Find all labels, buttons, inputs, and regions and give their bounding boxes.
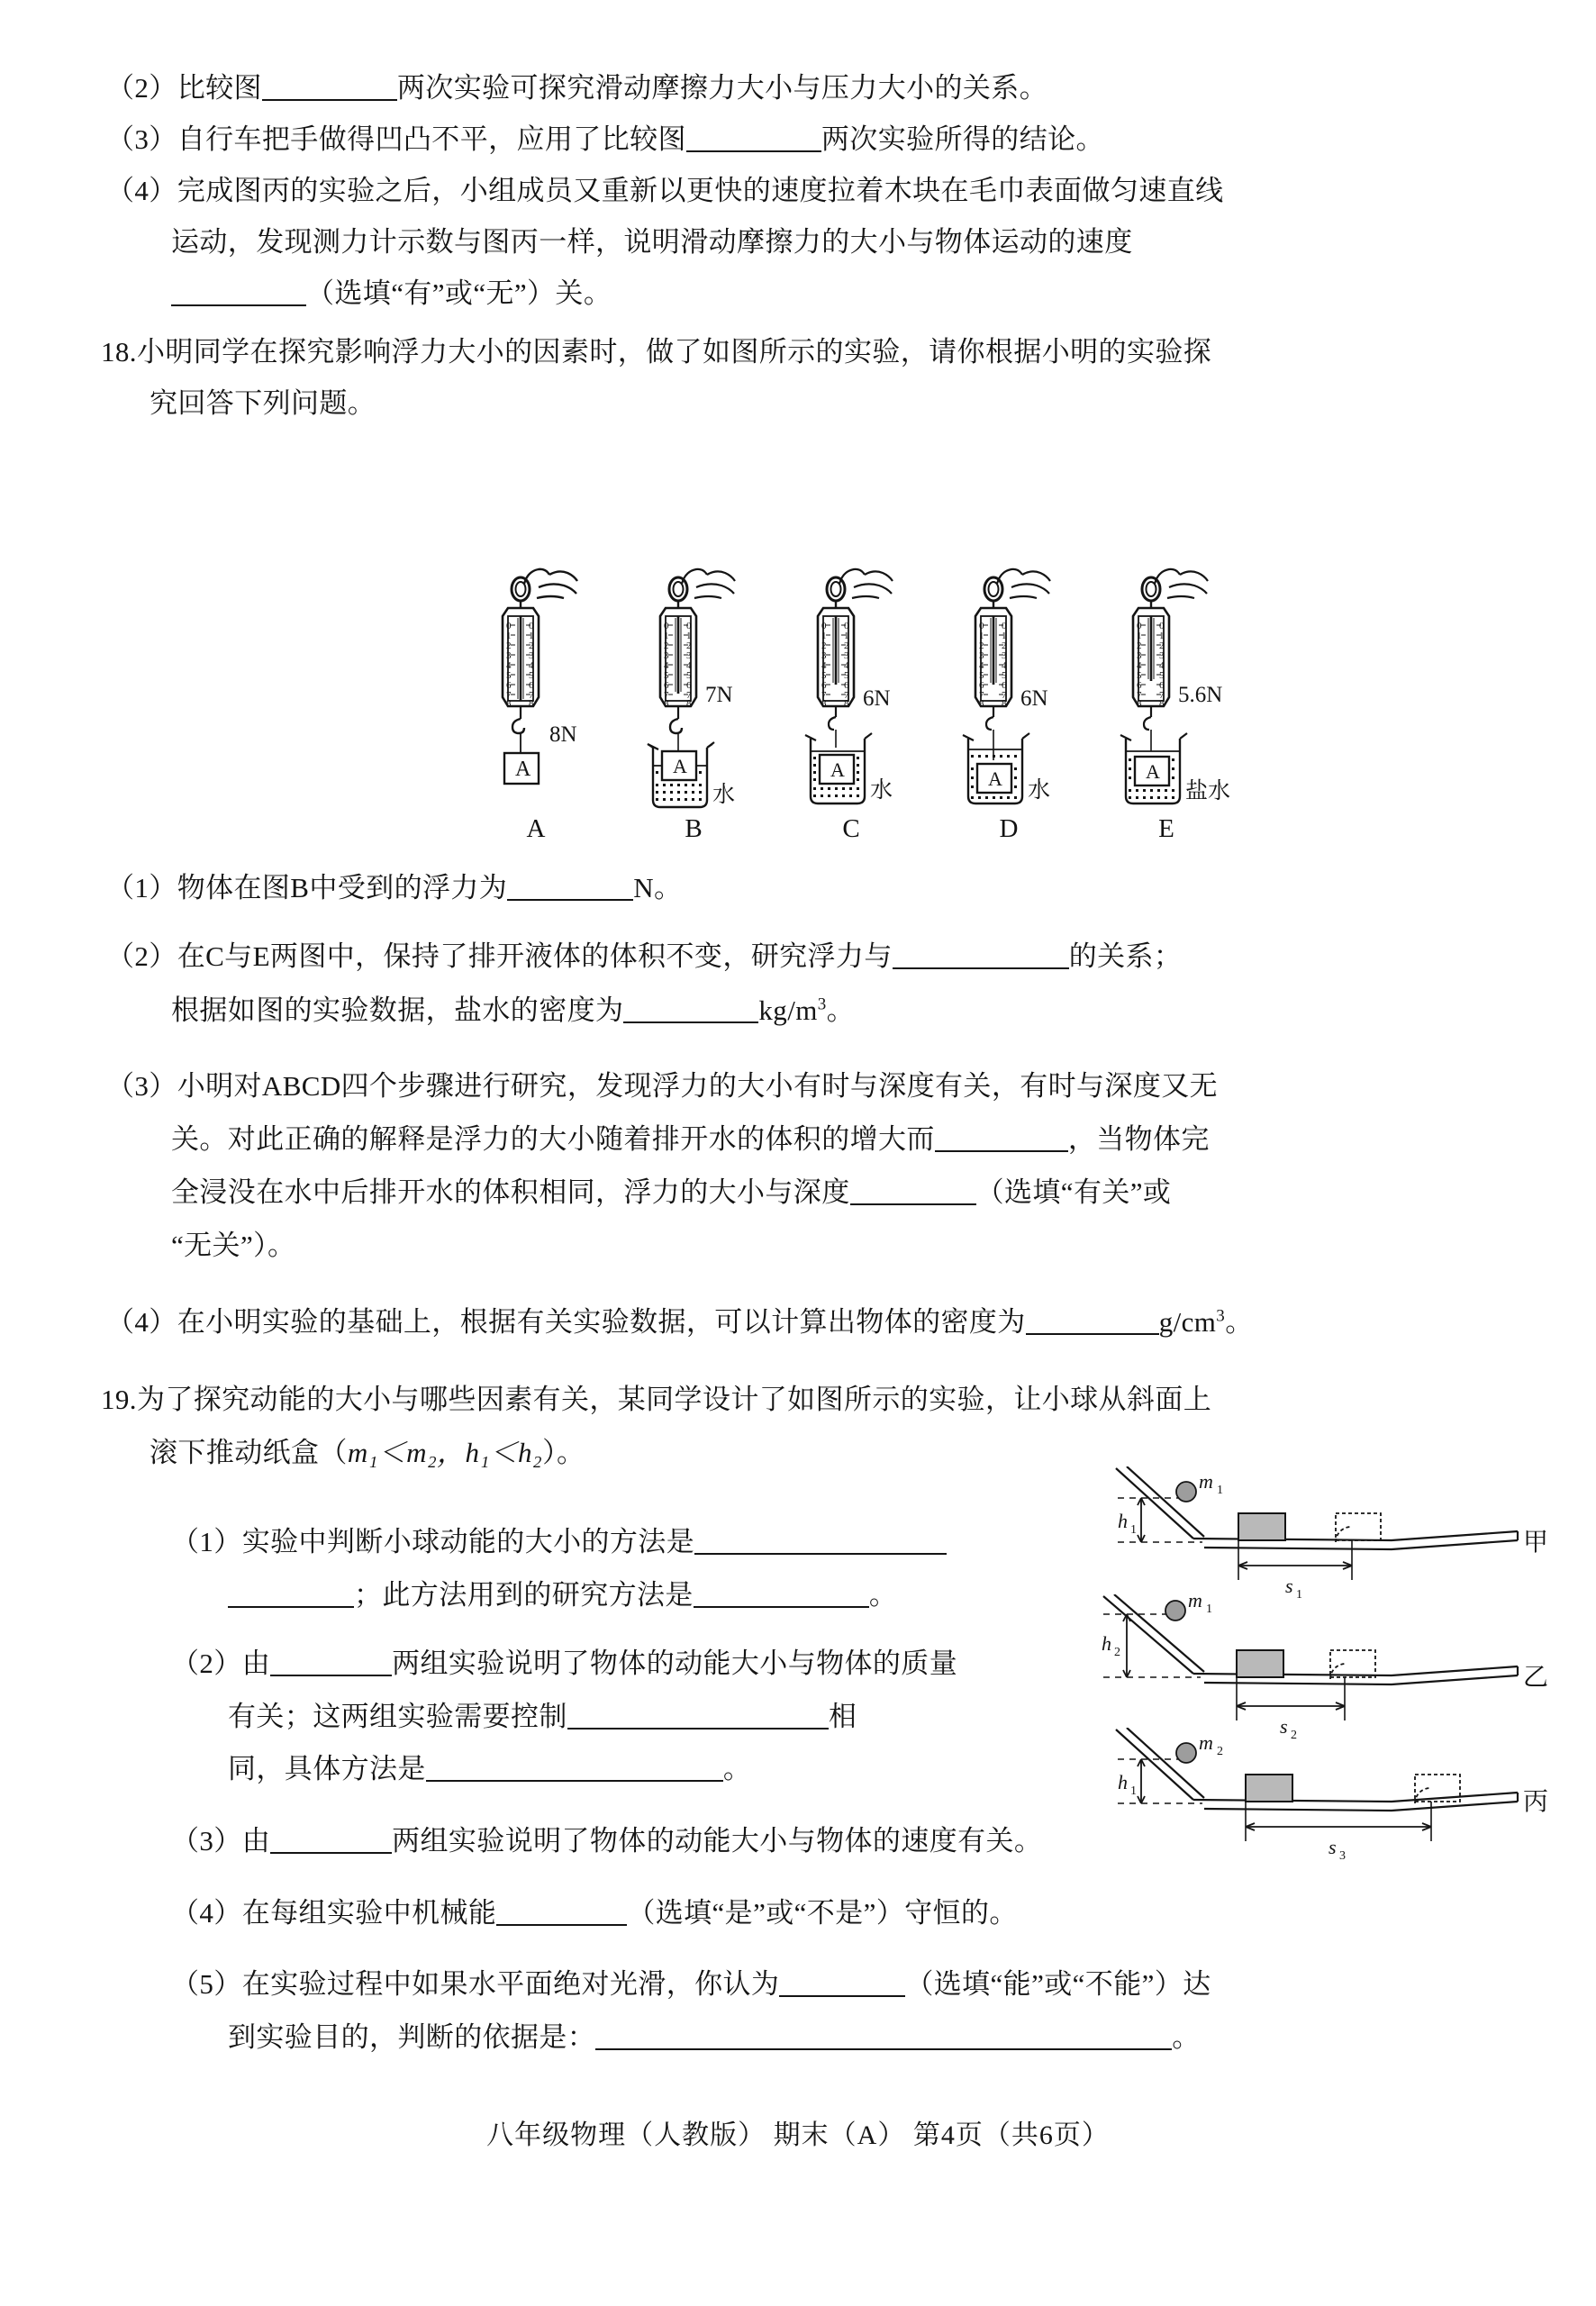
question18-item4 <box>106 1308 1254 1336</box>
q19-item1-marker: （1） <box>171 1526 242 1557</box>
answer-blank[interactable] <box>623 1000 758 1023</box>
q19-item3-marker: （3） <box>171 1825 242 1857</box>
svg-text:3: 3 <box>664 650 669 661</box>
svg-text:h: h <box>1118 1510 1128 1532</box>
answer-blank[interactable] <box>893 946 1069 969</box>
svg-text:1: 1 <box>821 631 827 641</box>
svg-text:7: 7 <box>979 690 984 701</box>
svg-text:1: 1 <box>529 631 534 641</box>
svg-text:8: 8 <box>664 698 669 709</box>
svg-text:1: 1 <box>1296 1588 1302 1602</box>
q18-item3-l4: “无关”）。 <box>171 1230 296 1261</box>
svg-text:0: 0 <box>1137 621 1142 631</box>
q19-item5-l2end: 。 <box>1172 2021 1201 2053</box>
svg-text:3: 3 <box>506 650 512 661</box>
q17-item4-line1: 完成图丙的实验之后，小组成员又重新以更快的速度拉着木块在毛巾表面做匀速直线 <box>177 175 1224 206</box>
question19-stem-text1: 为了探究动能的大小与哪些因素有关，某同学设计了如图所示的实验，让小球从斜面上 <box>136 1384 1212 1415</box>
question18-item3-line4 <box>171 1231 295 1259</box>
svg-text:5: 5 <box>1159 670 1165 681</box>
svg-text:2: 2 <box>506 640 512 651</box>
answer-blank[interactable] <box>779 1974 905 1997</box>
svg-text:7: 7 <box>844 690 849 701</box>
buoyancy-setup-D <box>941 551 1076 849</box>
q17-item4-marker: （4） <box>106 175 177 206</box>
question18-item1 <box>106 874 682 902</box>
q18-item2-end: 。 <box>826 994 856 1026</box>
svg-text:5: 5 <box>686 670 692 681</box>
q17-item4-line2: 运动，发现测力计示数与图丙一样，说明滑动摩擦力的大小与物体运动的速度 <box>171 226 1133 258</box>
q17-item3-marker: （3） <box>106 123 177 155</box>
svg-text:5: 5 <box>1002 670 1007 681</box>
svg-text:1: 1 <box>506 631 512 641</box>
svg-text:0: 0 <box>979 621 984 631</box>
svg-text:2: 2 <box>529 640 534 651</box>
svg-text:7: 7 <box>1002 690 1007 701</box>
q19-item5-l1post: （选填“能”或“不能”）达 <box>905 1968 1211 2000</box>
svg-text:4: 4 <box>529 660 534 671</box>
question19-stem-line1 <box>101 1385 1211 1413</box>
svg-text:2: 2 <box>1291 1729 1297 1739</box>
svg-text:A: A <box>515 758 531 781</box>
svg-text:5: 5 <box>821 670 827 681</box>
setup-C-drawing <box>784 551 919 822</box>
svg-text:m: m <box>1199 1731 1213 1754</box>
question18-item3-line2 <box>171 1125 1210 1153</box>
question17-item4-line2 <box>171 228 1133 256</box>
question19-item2-line1 <box>171 1649 957 1677</box>
q19-stem-l2post: ）。 <box>542 1437 585 1468</box>
svg-text:3: 3 <box>1002 650 1007 661</box>
setup-B-caption: B <box>685 814 703 843</box>
question17-item3 <box>106 125 1104 153</box>
svg-text:8: 8 <box>1159 698 1165 709</box>
svg-text:6: 6 <box>1002 680 1007 691</box>
q19-item2-l2pre: 有关；这两组实验需要控制 <box>228 1701 567 1732</box>
setup-C-liquid-label: 水 <box>870 778 893 803</box>
svg-text:6: 6 <box>1159 680 1165 691</box>
svg-text:6: 6 <box>821 680 827 691</box>
setup-E-reading: 5.6N <box>1178 683 1223 707</box>
buoyancy-experiment-figure <box>468 551 1261 849</box>
q19-item2-l3pre: 同，具体方法是 <box>228 1753 426 1784</box>
svg-text:7: 7 <box>529 690 534 701</box>
q19-item1-l2end: 。 <box>868 1579 898 1611</box>
question18-stem-text2: 究回答下列问题。 <box>150 387 376 419</box>
svg-text:8: 8 <box>1002 698 1007 709</box>
svg-text:2: 2 <box>1137 640 1142 651</box>
question19-item4 <box>171 1899 1018 1927</box>
buoyancy-setup-A <box>468 551 603 849</box>
question18-stem-line1 <box>101 338 1211 366</box>
answer-blank[interactable] <box>595 2027 1172 2050</box>
setup-E-liquid-label: 盐水 <box>1185 779 1231 803</box>
svg-text:6: 6 <box>1137 680 1142 691</box>
ke-panel-jia <box>1094 1466 1549 1602</box>
setup-C-caption: C <box>842 814 860 843</box>
svg-text:7: 7 <box>506 690 512 701</box>
q18-item2-exponent: 3 <box>817 994 827 1014</box>
svg-text:6: 6 <box>844 680 849 691</box>
buoyancy-setup-E <box>1099 551 1234 849</box>
buoyancy-setup-B <box>626 551 761 849</box>
question18-item2-line2 <box>171 996 855 1024</box>
setup-A-reading: 8N <box>549 722 577 747</box>
q19-item3-pre: 由 <box>241 1825 271 1857</box>
svg-text:s: s <box>1280 1715 1288 1738</box>
q19-stem-conditions: m₁＜m₂，h₁＜h₂ <box>347 1437 543 1468</box>
q19-item2-l2post: 相 <box>828 1701 857 1732</box>
answer-blank[interactable] <box>426 1758 723 1782</box>
q18-item3-l1: 小明对ABCD四个步骤进行研究，发现浮力的大小有时与深度有关，有时与深度又无 <box>177 1070 1219 1102</box>
answer-blank[interactable] <box>567 1706 829 1730</box>
svg-text:A: A <box>988 767 1002 790</box>
q19-item4-marker: （4） <box>171 1897 242 1929</box>
question19-item2-line2 <box>228 1702 857 1730</box>
question19-item1-line2 <box>228 1581 897 1609</box>
svg-text:6: 6 <box>664 680 669 691</box>
ke-panel-bing-label: 丙 <box>1523 1788 1549 1816</box>
svg-text:0: 0 <box>686 621 692 631</box>
svg-text:4: 4 <box>664 660 669 671</box>
svg-text:2: 2 <box>979 640 984 651</box>
svg-text:4: 4 <box>844 660 849 671</box>
svg-text:A: A <box>673 755 687 777</box>
svg-text:3: 3 <box>979 650 984 661</box>
svg-text:m: m <box>1199 1470 1213 1493</box>
svg-text:1: 1 <box>979 631 984 641</box>
svg-text:2: 2 <box>1114 1646 1120 1659</box>
ke-panel-yi-label: 乙 <box>1523 1664 1549 1692</box>
q19-item4-pre: 在每组实验中机械能 <box>241 1897 497 1929</box>
svg-text:3: 3 <box>529 650 534 661</box>
answer-blank[interactable] <box>507 877 633 901</box>
svg-text:1: 1 <box>1137 631 1142 641</box>
svg-text:2: 2 <box>821 640 827 651</box>
svg-text:6: 6 <box>529 680 534 691</box>
answer-blank[interactable] <box>270 1653 392 1676</box>
svg-text:4: 4 <box>821 660 827 671</box>
svg-text:1: 1 <box>1217 1484 1223 1497</box>
question18-number: 18. <box>101 336 137 368</box>
svg-text:4: 4 <box>1002 660 1007 671</box>
ke-panel-jia-drawing <box>1094 1466 1545 1602</box>
question17-item4-line3 <box>171 279 612 307</box>
buoyancy-setup-C <box>784 551 919 849</box>
q19-item5-l2pre: 到实验目的，判断的依据是： <box>228 2021 596 2053</box>
q19-item2-l1pre: 由 <box>241 1648 271 1679</box>
svg-text:5: 5 <box>529 670 534 681</box>
q19-item2-l3end: 。 <box>722 1753 752 1784</box>
svg-text:2: 2 <box>844 640 849 651</box>
svg-text:0: 0 <box>821 621 827 631</box>
svg-text:2: 2 <box>1002 640 1007 651</box>
q19-item4-post: （选填“是”或“不是”）守恒的。 <box>627 1897 1018 1929</box>
svg-text:1: 1 <box>686 631 692 641</box>
svg-text:6: 6 <box>686 680 692 691</box>
setup-B-reading: 7N <box>705 683 733 707</box>
page-footer: 八年级物理（人教版） 期末（A） 第4页（共6页） <box>486 2120 1110 2150</box>
q18-item3-l2post: ，当物体完 <box>1067 1123 1210 1155</box>
svg-text:3: 3 <box>1159 650 1165 661</box>
question19-item3 <box>171 1827 1042 1855</box>
svg-text:6: 6 <box>506 680 512 691</box>
answer-blank[interactable] <box>228 1584 354 1608</box>
answer-blank[interactable] <box>1026 1312 1159 1335</box>
svg-text:0: 0 <box>664 621 669 631</box>
svg-text:8: 8 <box>821 698 827 709</box>
q18-item4-end: 。 <box>1225 1306 1254 1338</box>
setup-D-liquid-label: 水 <box>1028 778 1051 803</box>
q19-item2-l1post: 两组实验说明了物体的动能大小与物体的质量 <box>392 1648 958 1679</box>
svg-text:1: 1 <box>1002 631 1007 641</box>
svg-text:8: 8 <box>506 698 512 709</box>
svg-text:5: 5 <box>1137 670 1142 681</box>
question18-item3-line3 <box>171 1178 1171 1206</box>
q19-item1-l2mid: ；此方法用到的研究方法是 <box>354 1579 694 1611</box>
svg-text:7: 7 <box>1137 690 1142 701</box>
answer-blank[interactable] <box>171 283 306 306</box>
q18-item3-l3post: （选填“有关”或 <box>975 1176 1172 1208</box>
answer-blank[interactable] <box>850 1182 976 1205</box>
q19-item3-post: 两组实验说明了物体的动能大小与物体的速度有关。 <box>392 1825 1043 1857</box>
svg-text:0: 0 <box>506 621 512 631</box>
svg-text:3: 3 <box>821 650 827 661</box>
setup-B-drawing <box>626 551 761 822</box>
svg-text:2: 2 <box>664 640 669 651</box>
q19-item5-marker: （5） <box>171 1968 242 2000</box>
svg-text:1: 1 <box>1206 1602 1212 1616</box>
question19-item5-line1 <box>171 1970 1211 1998</box>
svg-text:A: A <box>830 758 845 781</box>
svg-text:7: 7 <box>664 690 669 701</box>
q18-item4-marker: （4） <box>106 1306 177 1338</box>
question19-item1-line1 <box>171 1528 947 1556</box>
svg-text:4: 4 <box>1159 660 1165 671</box>
svg-text:0: 0 <box>529 621 534 631</box>
svg-text:0: 0 <box>1002 621 1007 631</box>
svg-text:h: h <box>1118 1771 1128 1793</box>
setup-C-reading: 6N <box>863 686 891 711</box>
question18-item2-line1 <box>106 942 1182 970</box>
answer-blank[interactable] <box>686 129 821 152</box>
q17-item2-pre: 比较图 <box>177 72 262 104</box>
svg-text:0: 0 <box>844 621 849 631</box>
svg-text:5: 5 <box>979 670 984 681</box>
ke-panel-yi <box>1094 1594 1549 1739</box>
setup-A-caption: A <box>526 814 546 843</box>
answer-blank[interactable] <box>270 1830 392 1854</box>
svg-text:2: 2 <box>1159 640 1165 651</box>
question18-stem-text1: 小明同学在探究影响浮力大小的因素时，做了如图所示的实验，请你根据小明的实验探 <box>136 336 1212 368</box>
ke-panel-jia-label: 甲 <box>1523 1529 1549 1557</box>
answer-blank[interactable] <box>935 1129 1068 1152</box>
q18-item1-pre: 物体在图B中受到的浮力为 <box>177 872 508 903</box>
question19-item5-line2 <box>228 2023 1201 2051</box>
svg-text:1: 1 <box>1130 1523 1137 1537</box>
q18-item4-unit: g/cm <box>1158 1306 1217 1338</box>
svg-text:m: m <box>1188 1594 1202 1611</box>
svg-text:s: s <box>1285 1575 1293 1597</box>
q19-stem-l2pre: 滚下推动纸盒（ <box>150 1437 348 1468</box>
q18-item2-marker: （2） <box>106 940 177 972</box>
question19-number: 19. <box>101 1384 137 1415</box>
q17-item3-pre: 自行车把手做得凹凸不平，应用了比较图 <box>177 123 686 155</box>
svg-text:A: A <box>1146 760 1160 783</box>
setup-E-caption: E <box>1158 814 1174 843</box>
svg-text:s: s <box>1328 1836 1337 1858</box>
q18-item2-unit: kg/m <box>758 994 818 1026</box>
svg-text:5: 5 <box>844 670 849 681</box>
q19-item1-l1pre: 实验中判断小球动能的大小的方法是 <box>241 1526 695 1557</box>
q19-item5-l1pre: 在实验过程中如果水平面绝对光滑，你认为 <box>241 1968 780 2000</box>
q18-item3-l2pre: 关。对此正确的解释是浮力的大小随着排开水的体积的增大而 <box>171 1123 935 1155</box>
setup-B-liquid-label: 水 <box>712 783 736 807</box>
svg-text:8: 8 <box>686 698 692 709</box>
svg-text:6: 6 <box>979 680 984 691</box>
q18-item2-l1post: 的关系； <box>1068 940 1183 972</box>
q17-item4-line3-post: （选填“有”或“无”）关。 <box>306 277 612 309</box>
answer-blank[interactable] <box>694 1531 947 1555</box>
svg-text:3: 3 <box>1339 1849 1346 1863</box>
svg-text:2: 2 <box>1217 1745 1223 1758</box>
ke-panel-bing-drawing <box>1094 1728 1545 1863</box>
svg-text:4: 4 <box>686 660 692 671</box>
setup-D-reading: 6N <box>1020 686 1048 711</box>
question19-stem-line2 <box>150 1439 585 1466</box>
svg-text:1: 1 <box>1130 1784 1137 1798</box>
q18-item3-l3pre: 全浸没在水中后排开水的体积相同，浮力的大小与深度 <box>171 1176 850 1208</box>
svg-text:5: 5 <box>664 670 669 681</box>
svg-text:3: 3 <box>686 650 692 661</box>
question17-item4-line1 <box>106 177 1224 204</box>
svg-text:7: 7 <box>821 690 827 701</box>
svg-text:8: 8 <box>1137 698 1142 709</box>
setup-D-caption: D <box>999 814 1019 843</box>
svg-text:3: 3 <box>844 650 849 661</box>
svg-text:1: 1 <box>1159 631 1165 641</box>
q17-item2-marker: （2） <box>106 72 177 104</box>
q17-item2-post: 两次实验可探究滑动摩擦力大小与压力大小的关系。 <box>396 72 1048 104</box>
svg-text:8: 8 <box>529 698 534 709</box>
q18-item2-l1pre: 在C与E两图中，保持了排开液体的体积不变，研究浮力与 <box>177 940 893 972</box>
svg-text:h: h <box>1102 1632 1111 1655</box>
question19-item2-line3 <box>228 1755 751 1783</box>
q18-item1-marker: （1） <box>106 872 177 903</box>
q18-item4-exponent: 3 <box>1216 1306 1226 1326</box>
answer-blank[interactable] <box>496 1902 627 1926</box>
question18-item3-line1 <box>106 1072 1218 1100</box>
svg-text:1: 1 <box>844 631 849 641</box>
svg-text:4: 4 <box>1137 660 1142 671</box>
ke-panel-yi-drawing <box>1094 1594 1545 1739</box>
svg-text:3: 3 <box>1137 650 1142 661</box>
svg-text:1: 1 <box>664 631 669 641</box>
q18-item4-pre: 在小明实验的基础上，根据有关实验数据，可以计算出物体的密度为 <box>177 1306 1026 1338</box>
question18-stem-line2 <box>150 389 376 417</box>
svg-text:8: 8 <box>844 698 849 709</box>
svg-text:8: 8 <box>979 698 984 709</box>
svg-text:5: 5 <box>506 670 512 681</box>
q17-item3-post: 两次实验所得的结论。 <box>821 123 1104 155</box>
ke-panel-bing <box>1094 1728 1549 1863</box>
svg-text:7: 7 <box>1159 690 1165 701</box>
answer-blank[interactable] <box>694 1584 869 1608</box>
setup-A-drawing <box>468 551 603 822</box>
question17-item2 <box>106 74 1047 102</box>
kinetic-energy-experiment-figure <box>1094 1466 1563 1890</box>
svg-text:2: 2 <box>686 640 692 651</box>
q18-item3-marker: （3） <box>106 1070 177 1102</box>
svg-text:4: 4 <box>506 660 512 671</box>
q18-item1-post: N。 <box>633 872 683 903</box>
answer-blank[interactable] <box>262 77 397 101</box>
q19-item2-marker: （2） <box>171 1648 242 1679</box>
setup-D-drawing <box>941 551 1076 822</box>
svg-text:4: 4 <box>979 660 984 671</box>
q18-item2-l2pre: 根据如图的实验数据，盐水的密度为 <box>171 994 624 1026</box>
svg-text:7: 7 <box>686 690 692 701</box>
svg-text:0: 0 <box>1159 621 1165 631</box>
